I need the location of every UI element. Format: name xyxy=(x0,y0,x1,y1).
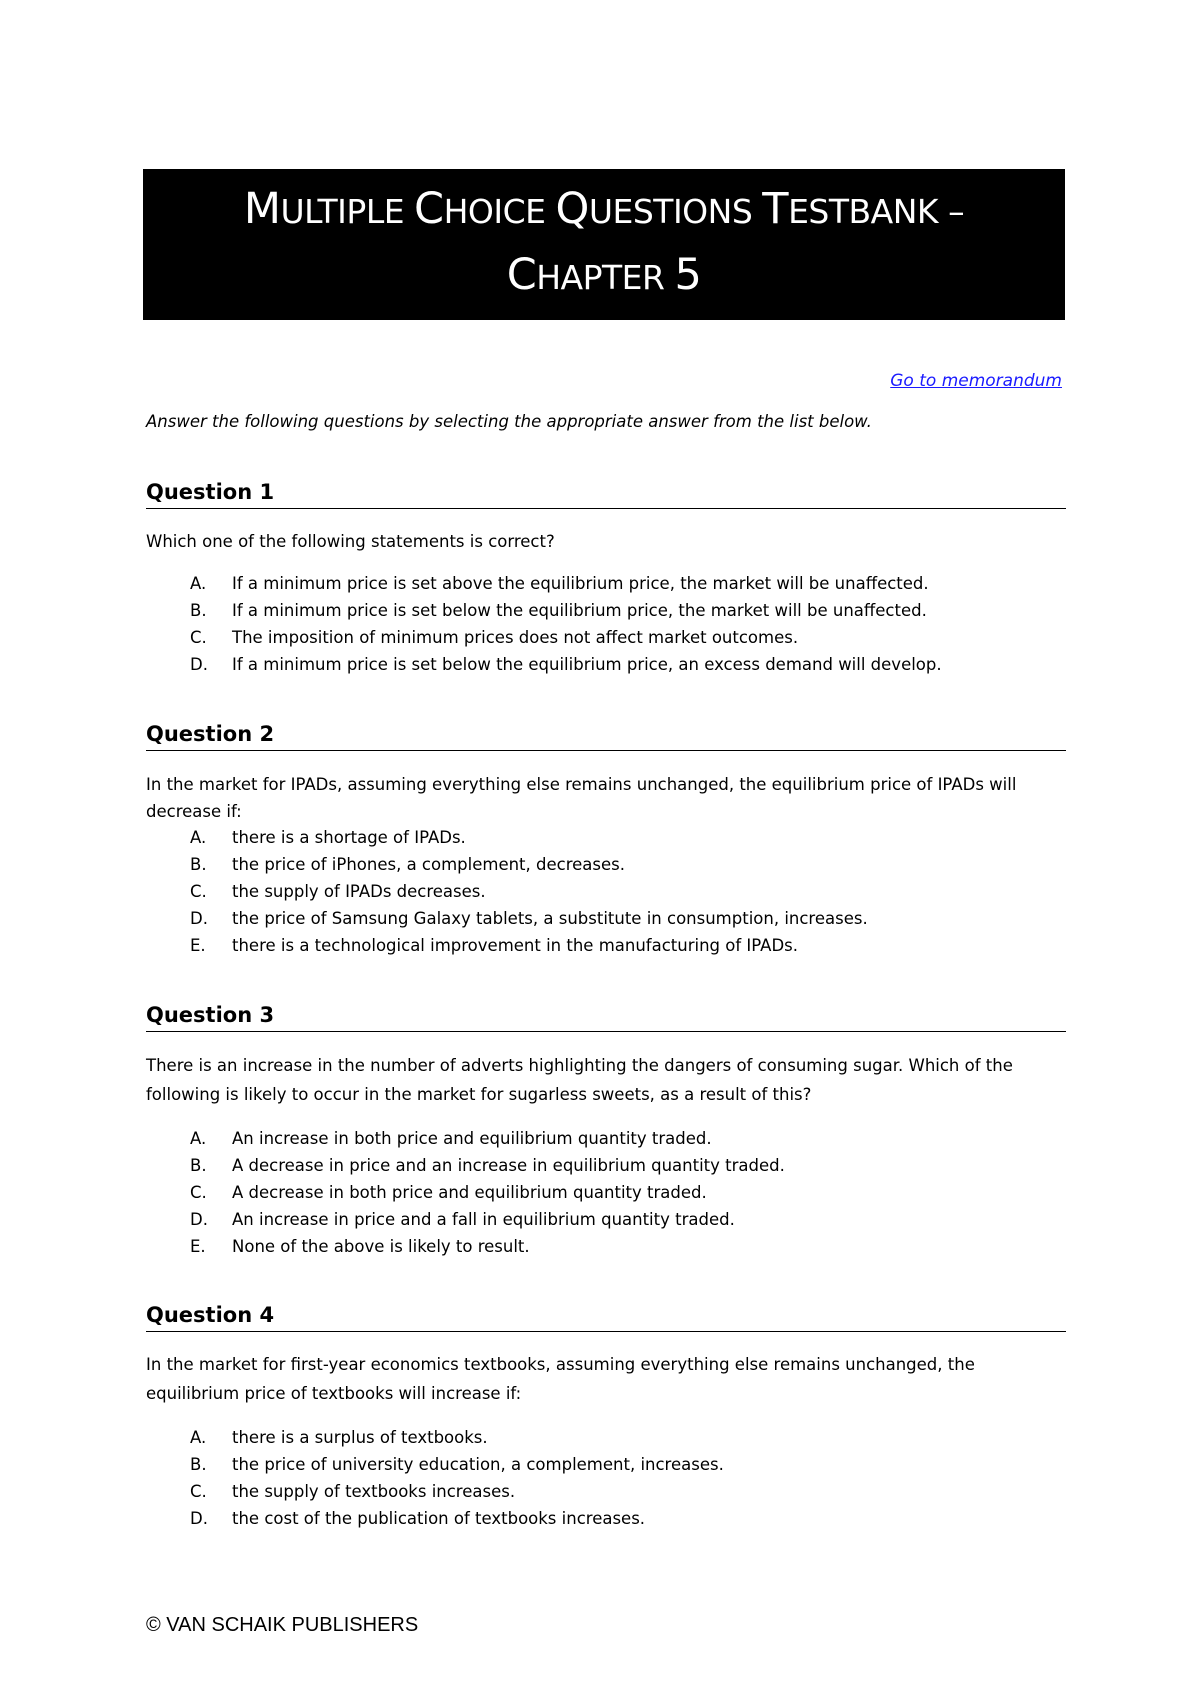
list-item xyxy=(190,655,1070,682)
option-text: there is a shortage of IPADs. xyxy=(232,828,466,847)
option-letter: B. xyxy=(190,1455,207,1474)
option-letter: B. xyxy=(190,601,207,620)
option-text: the supply of IPADs decreases. xyxy=(232,882,486,901)
question-heading: Question 2 xyxy=(146,722,1066,751)
list-item xyxy=(190,1210,1070,1237)
option-letter: D. xyxy=(190,1210,208,1229)
option-text: If a minimum price is set above the equilibrium price, the market will be unaffected. xyxy=(232,574,929,593)
title-line-2: CHAPTER 5 xyxy=(506,250,702,300)
option-text: A decrease in price and an increase in equilibrium quantity traded. xyxy=(232,1156,785,1175)
list-item xyxy=(190,574,1070,601)
option-text: the price of Samsung Galaxy tablets, a substitute in consumption, increases. xyxy=(232,909,868,928)
option-text: An increase in both price and equilibrium quantity traded. xyxy=(232,1129,712,1148)
option-text: None of the above is likely to result. xyxy=(232,1237,530,1256)
question-heading: Question 3 xyxy=(146,1003,1066,1032)
list-item xyxy=(190,628,1070,655)
list-item xyxy=(190,1455,1070,1482)
list-item xyxy=(190,1183,1070,1210)
option-text: there is a technological improvement in the manufacturing of IPADs. xyxy=(232,936,799,955)
list-item xyxy=(190,1509,1070,1536)
option-text: The imposition of minimum prices does not affect market outcomes. xyxy=(232,628,799,647)
question-stem: Which one of the following statements is correct? xyxy=(146,532,555,551)
list-item xyxy=(190,936,1070,963)
option-list xyxy=(190,828,1070,963)
list-item xyxy=(190,909,1070,936)
option-text: the supply of textbooks increases. xyxy=(232,1482,516,1501)
option-letter: B. xyxy=(190,1156,207,1175)
option-letter: D. xyxy=(190,1509,208,1528)
option-text: there is a surplus of textbooks. xyxy=(232,1428,488,1447)
option-letter: C. xyxy=(190,882,207,901)
list-item xyxy=(190,601,1070,628)
list-item xyxy=(190,855,1070,882)
list-item xyxy=(190,1156,1070,1183)
option-text: the cost of the publication of textbooks increases. xyxy=(232,1509,646,1528)
question-heading: Question 4 xyxy=(146,1303,1066,1332)
option-text: If a minimum price is set below the equilibrium price, the market will be unaffected. xyxy=(232,601,927,620)
list-item xyxy=(190,1237,1070,1264)
option-letter: D. xyxy=(190,655,208,674)
list-item xyxy=(190,828,1070,855)
option-text: An increase in price and a fall in equilibrium quantity traded. xyxy=(232,1210,735,1229)
footer-copyright: © VAN SCHAIK PUBLISHERS xyxy=(146,1614,419,1636)
option-letter: A. xyxy=(190,1129,207,1148)
list-item xyxy=(190,882,1070,909)
option-letter: E. xyxy=(190,1237,206,1256)
option-letter: E. xyxy=(190,936,206,955)
memorandum-link[interactable]: Go to memorandum xyxy=(890,371,1062,391)
question-stem: There is an increase in the number of adverts highlighting the dangers of consuming sugar. Which of the following is likely to occur in the market for sugarless sweets, as a result of this? xyxy=(146,1056,1013,1104)
option-list xyxy=(190,574,1070,682)
option-list xyxy=(190,1428,1070,1536)
option-letter: A. xyxy=(190,1428,207,1447)
option-letter: C. xyxy=(190,1183,207,1202)
title-line-1: MULTIPLE CHOICE QUESTIONS TESTBANK – xyxy=(243,184,965,234)
list-item xyxy=(190,1482,1070,1509)
question-stem: In the market for first-year economics textbooks, assuming everything else remains unchanged, the equilibrium price of textbooks will increase if: xyxy=(146,1355,975,1403)
option-letter: A. xyxy=(190,828,207,847)
option-text: If a minimum price is set below the equilibrium price, an excess demand will develop. xyxy=(232,655,942,674)
question-stem: In the market for IPADs, assuming everything else remains unchanged, the equilibrium price of IPADs will decrease if: xyxy=(146,775,1017,821)
option-letter: C. xyxy=(190,628,207,647)
option-letter: C. xyxy=(190,1482,207,1501)
option-text: the price of iPhones, a complement, decreases. xyxy=(232,855,625,874)
option-letter: B. xyxy=(190,855,207,874)
option-letter: D. xyxy=(190,909,208,928)
title-banner xyxy=(143,169,1065,320)
option-text: A decrease in both price and equilibrium quantity traded. xyxy=(232,1183,707,1202)
list-item xyxy=(190,1428,1070,1455)
option-text: the price of university education, a complement, increases. xyxy=(232,1455,724,1474)
option-letter: A. xyxy=(190,574,207,593)
instructions: Answer the following questions by selecting the appropriate answer from the list below. xyxy=(146,412,872,431)
question-heading: Question 1 xyxy=(146,480,1066,509)
list-item xyxy=(190,1129,1070,1156)
option-list xyxy=(190,1129,1070,1264)
